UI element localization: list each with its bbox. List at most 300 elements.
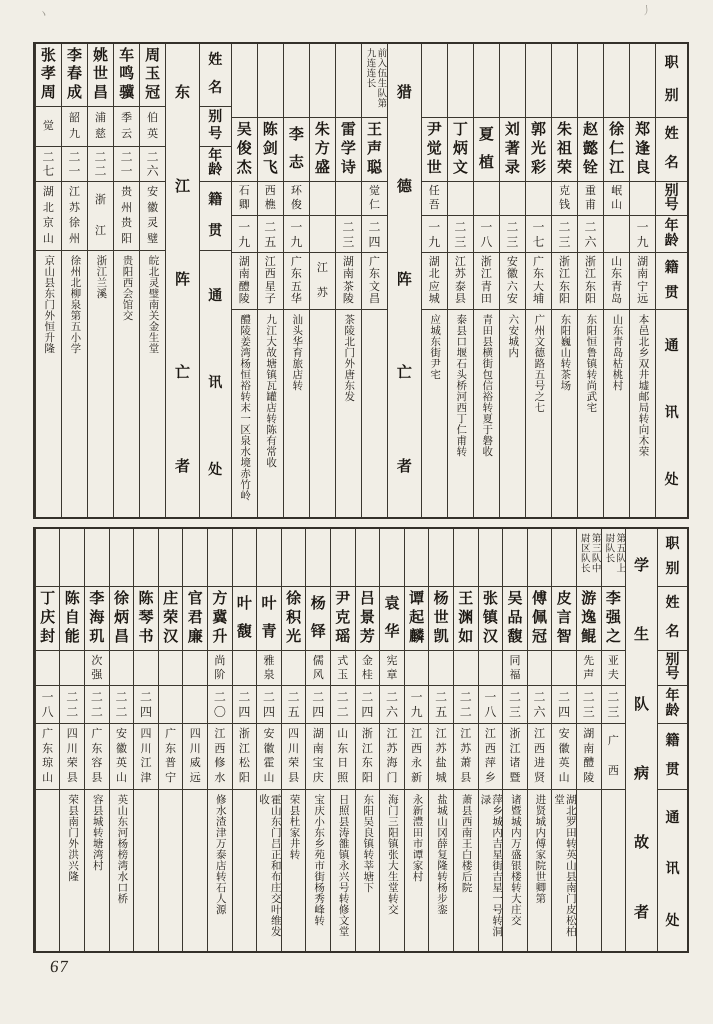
person-column	[473, 44, 499, 517]
person-origin-cell: 广 东 琼 山	[36, 724, 60, 790]
person-column	[447, 44, 473, 517]
person-alias-cell	[454, 651, 478, 686]
person-name-cell: 夏 植	[474, 118, 499, 182]
person-role-cell	[183, 529, 207, 587]
person-column	[305, 529, 330, 951]
person-age-cell: 二 四	[257, 686, 281, 724]
person-alias-cell	[110, 651, 134, 686]
person-alias-cell: 式 玉	[331, 651, 355, 686]
person-address-cell	[284, 310, 309, 517]
person-origin-cell: 湖 南 醴 陵	[232, 253, 257, 310]
person-column	[231, 44, 257, 517]
person-age-cell: 二 一	[62, 147, 87, 182]
person-role-cell	[604, 44, 629, 118]
person-age-cell: 二 四	[134, 686, 158, 724]
person-age-cell: 二 七	[36, 147, 61, 182]
person-column	[139, 44, 165, 517]
person-address-cell	[258, 310, 283, 517]
person-column	[421, 44, 447, 517]
person-column	[113, 44, 139, 517]
person-name-cell: 陈 琴 书	[134, 587, 158, 651]
person-role-cell	[85, 529, 109, 587]
person-name-cell: 丁 炳 文	[448, 118, 473, 182]
person-origin-cell: 广 东 普 宁	[159, 724, 183, 790]
person-column	[478, 529, 503, 951]
person-origin-cell: 浙 江 松 阳	[233, 724, 257, 790]
person-role-cell	[284, 44, 309, 118]
person-alias-cell	[310, 182, 335, 216]
person-alias-cell: 宪 章	[380, 651, 404, 686]
person-role-cell	[500, 44, 525, 118]
header-column-full-top	[655, 44, 687, 517]
person-role-cell	[380, 529, 404, 587]
person-origin-cell: 贵 州 贵 阳	[114, 182, 139, 251]
person-origin-cell: 四 川 荣 县	[60, 724, 84, 790]
person-age-cell	[604, 216, 629, 253]
person-age-cell: 二 四	[362, 216, 387, 253]
person-address-text: 容县城转塘湾村	[91, 794, 103, 871]
person-origin-cell: 广 东 大 埔	[526, 253, 551, 310]
person-column	[281, 529, 306, 951]
person-alias-cell: 克 钱	[552, 182, 577, 216]
header-name-label: 姓 名	[656, 118, 687, 182]
divider-students	[625, 529, 657, 951]
person-alias-cell: 次 强	[85, 651, 109, 686]
person-address-text: 本邑北乡双井墟邮局转向木荣	[637, 314, 649, 457]
person-age-cell: 一 九	[630, 216, 655, 253]
person-origin-cell: 山 东 日 照	[331, 724, 355, 790]
person-role-cell	[233, 529, 257, 587]
header-name-label: 姓 名	[200, 44, 231, 107]
person-address-cell	[36, 790, 60, 951]
header-age-label: 年 龄	[658, 686, 687, 724]
header-address-label: 通 讯 处	[664, 338, 679, 488]
person-column	[603, 44, 629, 517]
person-origin-cell: 安 徽 霍 山	[257, 724, 281, 790]
person-role-cell	[630, 44, 655, 118]
person-address-cell	[422, 310, 447, 517]
person-name-cell: 吴 品 馥	[503, 587, 527, 651]
person-name-cell: 吕 景 芳	[356, 587, 380, 651]
person-origin-cell: 江 苏 徐 州	[62, 182, 87, 251]
person-origin-cell: 广 西	[602, 724, 626, 790]
person-column	[577, 44, 603, 517]
person-alias-cell: 儒 风	[306, 651, 330, 686]
person-column	[87, 44, 113, 517]
person-name-cell: 袁 华	[380, 587, 404, 651]
person-age-cell: 二 〇	[208, 686, 232, 724]
person-alias-cell	[448, 182, 473, 216]
person-origin-cell: 安 徽 英 山	[552, 724, 576, 790]
person-alias-cell: 觉 仁	[362, 182, 387, 216]
person-origin-cell: 江 西 萍 乡	[479, 724, 503, 790]
person-role-cell	[479, 529, 503, 587]
casualties-table-top	[33, 42, 689, 519]
section-label-dongjiang: 东 江 阵 亡 者	[175, 85, 191, 475]
person-address-cell	[306, 790, 330, 951]
person-age-cell: 二 五	[429, 686, 453, 724]
person-address-cell	[604, 310, 629, 517]
person-age-cell: 二 六	[578, 216, 603, 253]
person-alias-cell: 石 卿	[232, 182, 257, 216]
person-origin-cell: 江 西 永 新	[405, 724, 429, 790]
person-name-cell: 刘 著 录	[500, 118, 525, 182]
person-alias-cell: 金 桂	[356, 651, 380, 686]
person-role-text: 第三队中尉区队长	[578, 533, 600, 573]
person-name-cell: 王 渊 如	[454, 587, 478, 651]
person-age-cell: 一 九	[405, 686, 429, 724]
person-column	[576, 529, 601, 951]
header-alias-label: 别 号	[200, 107, 231, 147]
person-alias-cell	[479, 651, 503, 686]
person-origin-cell: 湖 南 茶 陵	[336, 253, 361, 310]
person-age-cell: 二 六	[380, 686, 404, 724]
person-origin-cell: 江 苏 盐 城	[429, 724, 453, 790]
person-alias-cell	[526, 182, 551, 216]
person-column	[309, 44, 335, 517]
person-alias-cell	[500, 182, 525, 216]
person-age-cell: 一 八	[474, 216, 499, 253]
person-address-text: 萍乡城内吉星街吉星一号转洞渌	[479, 794, 503, 937]
person-address-text: 应城东街尹宅	[429, 314, 441, 380]
person-name-cell: 叶 青	[257, 587, 281, 651]
person-role-text: 第五队上尉队长	[603, 533, 625, 573]
person-address-cell	[183, 790, 207, 951]
person-address-text: 荣县杜家井转	[288, 794, 300, 860]
person-address-cell	[36, 251, 61, 517]
person-address-cell	[500, 310, 525, 517]
person-address-cell	[526, 310, 551, 517]
person-origin-cell: 广 东 文 昌	[362, 253, 387, 310]
person-role-cell	[134, 529, 158, 587]
person-alias-cell: 伯 英	[140, 107, 165, 147]
person-name-cell: 张 孝 周	[36, 44, 61, 107]
scan-artifact: 丿	[640, 4, 653, 18]
person-origin-cell: 湖 北 京 山	[36, 182, 61, 251]
person-name-cell: 张 镇 汉	[479, 587, 503, 651]
person-age-cell: 二 五	[258, 216, 283, 253]
person-role-cell	[110, 529, 134, 587]
person-name-cell: 尹 克 瑶	[331, 587, 355, 651]
person-column	[525, 44, 551, 517]
person-name-cell: 皮 言 智	[552, 587, 576, 651]
person-name-cell: 郑 逢 良	[630, 118, 655, 182]
person-alias-cell	[134, 651, 158, 686]
person-address-cell	[257, 790, 281, 951]
person-address-text: 九江大故塘镇瓦罐店转陈有常收	[265, 314, 277, 468]
person-age-cell: 二 三	[552, 216, 577, 253]
person-role-cell	[282, 529, 306, 587]
person-name-cell: 庄 荣 汉	[159, 587, 183, 651]
person-role-cell	[577, 529, 601, 587]
person-origin-cell: 四 川 荣 县	[282, 724, 306, 790]
person-column	[551, 44, 577, 517]
person-address-text: 萧县西南王白楼后院	[460, 794, 472, 893]
person-age-cell: 一 九	[284, 216, 309, 253]
person-address-text: 诸暨城内万盛银楼转大庄交	[509, 794, 521, 926]
person-name-cell: 郭 光 彩	[526, 118, 551, 182]
person-origin-cell: 江 苏 泰 县	[448, 253, 473, 310]
person-column	[361, 44, 387, 517]
person-role-cell	[503, 529, 527, 587]
person-address-text: 汕头华育旅店转	[291, 314, 303, 391]
person-address-text: 徐州北柳泉第五小学	[69, 255, 81, 354]
person-address-text: 贵阳西会馆交	[121, 255, 133, 321]
person-address-cell	[602, 790, 626, 951]
person-origin-cell: 安 徽 灵 璧	[140, 182, 165, 251]
person-address-cell	[208, 790, 232, 951]
person-origin-cell: 广 东 容 县	[85, 724, 109, 790]
person-role-cell	[552, 44, 577, 118]
person-address-cell	[474, 310, 499, 517]
person-age-cell	[310, 216, 335, 253]
person-address-text: 茶陵北门外唐东发	[343, 314, 355, 402]
person-column	[207, 529, 232, 951]
person-address-cell	[503, 790, 527, 951]
person-age-cell: 二 二	[110, 686, 134, 724]
person-role-cell	[356, 529, 380, 587]
person-address-cell	[310, 310, 335, 517]
person-address-text: 日照县涛雒镇永兴号转修文堂	[337, 794, 349, 937]
person-origin-cell: 浙 江 青 田	[474, 253, 499, 310]
person-origin-cell: 江 西 星 子	[258, 253, 283, 310]
divider-dongjiang	[165, 44, 199, 517]
person-alias-cell: 觉	[36, 107, 61, 147]
person-address-cell	[405, 790, 429, 951]
person-name-cell: 游 逸 鲲	[577, 587, 601, 651]
person-name-cell: 雷 学 诗	[336, 118, 361, 182]
person-alias-cell	[183, 651, 207, 686]
person-role-cell	[602, 529, 626, 587]
person-origin-cell: 安 徽 英 山	[110, 724, 134, 790]
person-address-text: 英山东河杨榜湾水口桥	[116, 794, 128, 904]
person-name-cell: 周 玉 冠	[140, 44, 165, 107]
person-address-cell	[578, 310, 603, 517]
person-address-cell	[336, 310, 361, 517]
person-name-cell: 赵 懿 铨	[578, 118, 603, 182]
person-age-cell: 二 三	[602, 686, 626, 724]
person-origin-cell: 山 东 青 岛	[604, 253, 629, 310]
person-column	[35, 529, 60, 951]
person-age-cell: 二 一	[114, 147, 139, 182]
person-address-text: 青田县横街包信裕转夏于磐收	[481, 314, 493, 457]
person-age-cell: 二 四	[552, 686, 576, 724]
person-address-cell	[630, 310, 655, 517]
person-origin-cell: 江 西 修 水	[208, 724, 232, 790]
person-role-cell	[578, 44, 603, 118]
person-alias-cell: 任 吾	[422, 182, 447, 216]
person-origin-cell: 四 川 威 远	[183, 724, 207, 790]
person-column	[232, 529, 257, 951]
person-address-cell	[356, 790, 380, 951]
person-role-cell	[474, 44, 499, 118]
person-column	[502, 529, 527, 951]
person-role-cell	[310, 44, 335, 118]
person-role-cell	[429, 529, 453, 587]
header-alias-label: 别 号	[658, 651, 687, 686]
person-origin-cell: 浙 江 东 阳	[552, 253, 577, 310]
person-origin-cell: 江 苏	[310, 253, 335, 310]
person-column	[330, 529, 355, 951]
person-address-text: 六安城内	[507, 314, 519, 358]
person-age-cell: 二 三	[336, 216, 361, 253]
person-address-text: 醴陵姜湾杨恒裕转末一区泉水境赤竹岭	[239, 314, 251, 501]
person-origin-cell: 江 苏 萧 县	[454, 724, 478, 790]
person-column	[182, 529, 207, 951]
person-address-cell	[552, 310, 577, 517]
person-role-cell	[306, 529, 330, 587]
person-address-cell	[479, 790, 503, 951]
person-origin-cell: 湖 南 宁 远	[630, 253, 655, 310]
person-age-cell: 二 二	[454, 686, 478, 724]
person-age-cell: 二 四	[306, 686, 330, 724]
person-address-cell	[85, 790, 109, 951]
person-alias-cell	[552, 651, 576, 686]
person-origin-cell: 湖 北 应 城	[422, 253, 447, 310]
person-name-cell: 徐 仁 江	[604, 118, 629, 182]
person-column	[257, 44, 283, 517]
person-alias-cell	[630, 182, 655, 216]
person-address-text: 东阳恒鲁镇转尚武宅	[585, 314, 597, 413]
person-alias-cell: 季 云	[114, 107, 139, 147]
person-address-text: 泰县口堰石头桥河西丁仁甫转	[455, 314, 467, 457]
person-column	[527, 529, 552, 951]
person-address-text: 荣县南门外洪兴隆	[67, 794, 79, 882]
person-address-cell	[282, 790, 306, 951]
person-column	[453, 529, 478, 951]
header-age-label: 年 龄	[200, 147, 231, 182]
header-column-full-bottom	[657, 529, 687, 951]
person-column	[133, 529, 158, 951]
person-address-text: 宝庆小东乡苑市街杨秀峰转	[313, 794, 325, 926]
person-address-cell	[380, 790, 404, 951]
person-address-text: 东阳巍山转茶场	[559, 314, 571, 391]
person-address-text: 山东青岛枯桃村	[611, 314, 623, 391]
person-alias-cell: 先 声	[577, 651, 601, 686]
divider-liede	[387, 44, 421, 517]
header-alias-label: 别 号	[656, 182, 687, 216]
person-origin-cell: 江 苏 海 门	[380, 724, 404, 790]
person-age-cell: 一 七	[526, 216, 551, 253]
person-address-cell	[362, 310, 387, 517]
person-origin-cell: 浙 江 东 阳	[356, 724, 380, 790]
person-alias-cell	[429, 651, 453, 686]
person-age-cell: 二 三	[577, 686, 601, 724]
header-role-label: 职 别	[656, 44, 687, 118]
person-name-cell: 李 强 之	[602, 587, 626, 651]
person-alias-cell	[159, 651, 183, 686]
person-role-cell	[208, 529, 232, 587]
person-origin-cell: 江 西 进 贤	[528, 724, 552, 790]
person-address-text: 京山县东门外恒升隆	[43, 255, 55, 354]
person-age-cell: 二 二	[88, 147, 113, 182]
person-origin-cell: 四 川 江 津	[134, 724, 158, 790]
person-origin-cell: 湖 南 醴 陵	[577, 724, 601, 790]
header-column-short-top	[199, 44, 231, 517]
person-name-cell: 徐 积 光	[282, 587, 306, 651]
person-name-cell: 傅 佩 冠	[528, 587, 552, 651]
person-alias-cell: 同 福	[503, 651, 527, 686]
person-role-cell	[336, 44, 361, 118]
person-address-text: 广州文德路五号之七	[533, 314, 545, 413]
person-role-cell	[159, 529, 183, 587]
person-age-cell: 二 二	[331, 686, 355, 724]
person-alias-cell: 重 甫	[578, 182, 603, 216]
person-name-cell: 李 海 玑	[85, 587, 109, 651]
person-role-cell	[362, 44, 387, 118]
person-address-cell	[429, 790, 453, 951]
person-age-cell: 一 八	[479, 686, 503, 724]
person-origin-cell: 浙 江	[88, 182, 113, 251]
person-role-text: 前入伍生队第九连连长	[364, 48, 386, 108]
person-address-cell	[528, 790, 552, 951]
person-address-text: 修水渣津万泰店转石人源	[214, 794, 226, 915]
person-name-cell: 方 冀 升	[208, 587, 232, 651]
person-age-cell: 二 二	[85, 686, 109, 724]
person-role-cell	[232, 44, 257, 118]
person-name-cell: 尹 觉 世	[422, 118, 447, 182]
person-alias-cell: 岷 山	[604, 182, 629, 216]
section-label-students: 学 生 队 病 故 者	[634, 558, 650, 921]
person-address-text: 皖北灵璧南关金生堂	[147, 255, 159, 354]
person-address-cell	[233, 790, 257, 951]
person-age-cell: 二 三	[448, 216, 473, 253]
person-alias-cell	[336, 182, 361, 216]
person-alias-cell: 亚 夫	[602, 651, 626, 686]
person-address-cell	[110, 790, 134, 951]
person-age-cell: 二 四	[356, 686, 380, 724]
person-address-cell	[140, 251, 165, 517]
person-alias-cell	[282, 651, 306, 686]
person-column	[404, 529, 429, 951]
person-age-cell: 二 四	[233, 686, 257, 724]
person-alias-cell	[36, 651, 60, 686]
person-origin-cell: 浙 江 诸 暨	[503, 724, 527, 790]
person-role-cell	[60, 529, 84, 587]
person-column	[59, 529, 84, 951]
person-name-cell: 李 春 成	[62, 44, 87, 107]
person-age-cell: 二 六	[140, 147, 165, 182]
person-column	[551, 529, 576, 951]
person-address-text: 霍山东门吕正和布庄交叶维发收	[258, 794, 281, 937]
person-role-cell	[36, 529, 60, 587]
person-age-cell	[159, 686, 183, 724]
person-column	[109, 529, 134, 951]
header-role-label: 职 别	[658, 529, 687, 587]
person-alias-cell	[233, 651, 257, 686]
person-alias-cell: 浦 慈	[88, 107, 113, 147]
person-address-cell	[577, 790, 601, 951]
person-address-cell	[232, 310, 257, 517]
person-address-cell	[88, 251, 113, 517]
person-name-cell: 杨 世 凯	[429, 587, 453, 651]
person-role-cell	[258, 44, 283, 118]
person-column	[428, 529, 453, 951]
person-role-cell	[448, 44, 473, 118]
person-address-cell	[134, 790, 158, 951]
header-age-label: 年 龄	[656, 216, 687, 253]
person-column	[499, 44, 525, 517]
person-column	[379, 529, 404, 951]
person-age-cell: 二 五	[282, 686, 306, 724]
person-age-cell: 二 三	[500, 216, 525, 253]
person-address-text: 盐城山冈薛复隆转杨步銮	[436, 794, 448, 915]
person-address-cell	[62, 251, 87, 517]
header-origin-label: 籍 贯	[658, 724, 687, 790]
person-address-cell	[159, 790, 183, 951]
person-address-text: 永新澧田市谭家村	[411, 794, 423, 882]
person-address-cell	[331, 790, 355, 951]
